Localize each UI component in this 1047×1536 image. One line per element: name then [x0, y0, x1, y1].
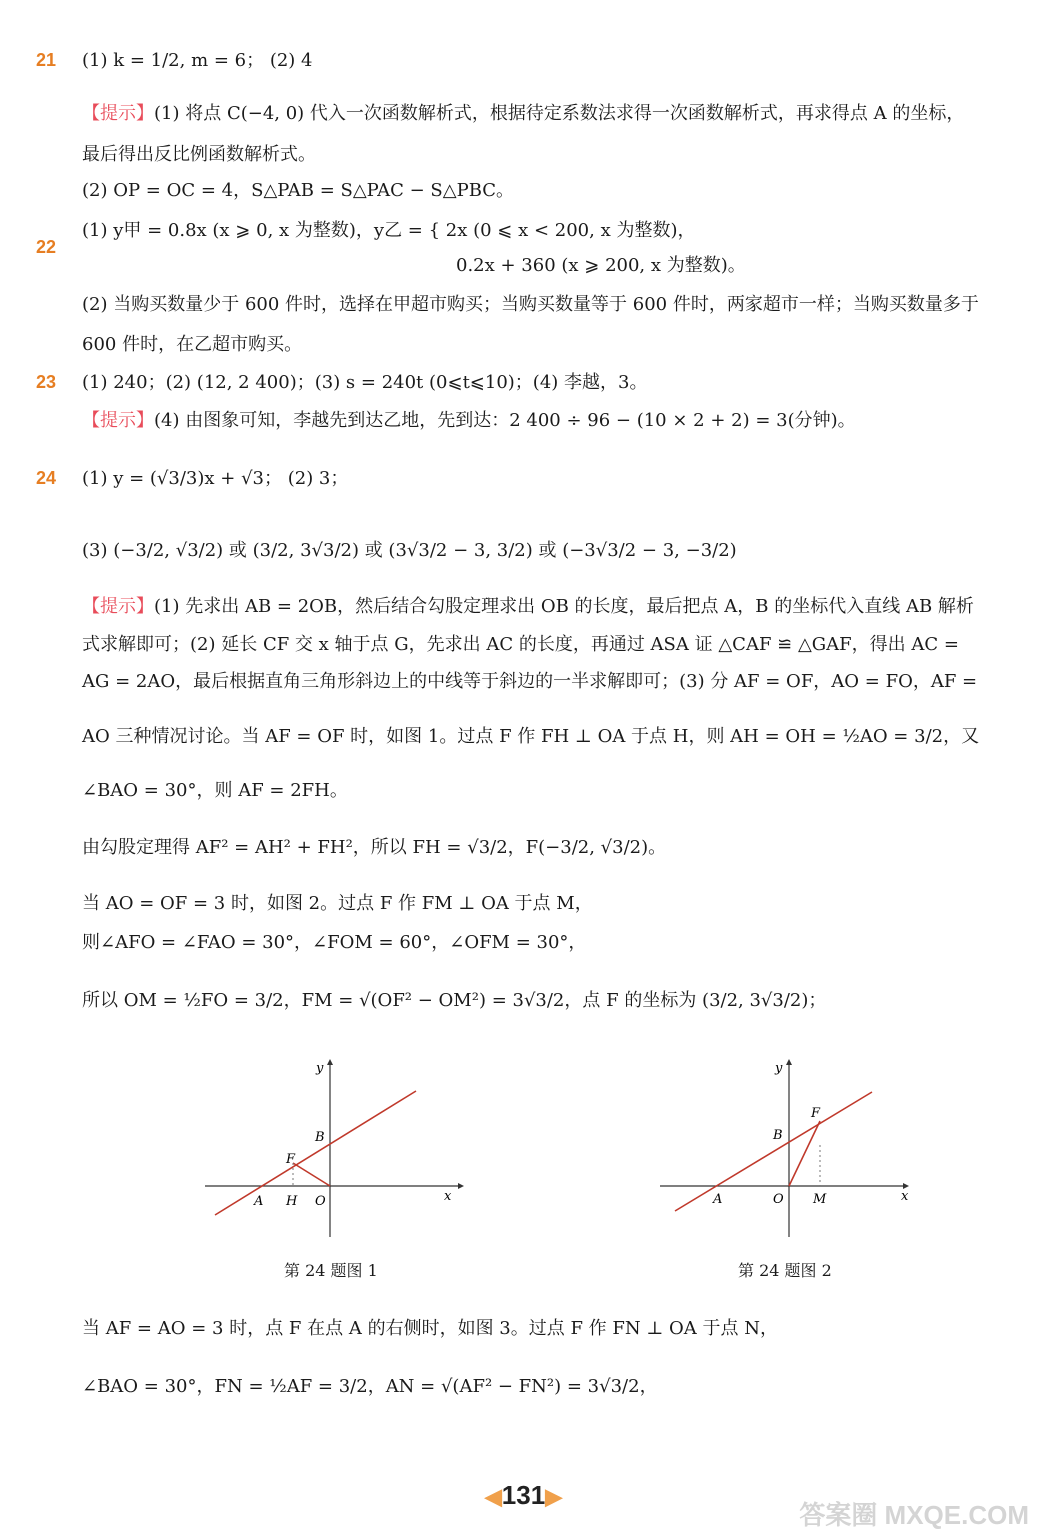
answer-line: (3) (−3/2, √3/2) 或 (3/2, 3√3/2) 或 (3√3/2 − 3, 3/2) 或 (−3√3/2 − 3, −3/2) [82, 540, 737, 561]
question-number: 21 [36, 50, 57, 70]
hint-line: 式求解即可；(2) 延长 CF 交 x 轴于点 G，先求出 AC 的长度，再通过 ASA 证 △CAF ≌ △GAF，得出 AC = [82, 634, 959, 655]
hint-line: 【提示】(1) 先求出 AB = 2OB，然后结合勾股定理求出 OB 的长度，最后把点 A，B 的坐标代入直线 AB 解析 [82, 596, 974, 617]
hint-label: 【提示】 [82, 596, 154, 617]
answer-line: (2) 当购买数量少于 600 件时，选择在甲超市购买；当购买数量等于 600 件时，两家超市一样；当购买数量多于 [82, 294, 979, 315]
axis-label-x: x [901, 1189, 909, 1204]
solution-line: 当 AO = OF = 3 时，如图 2。过点 F 作 FM ⊥ OA 于点 M， [82, 893, 593, 914]
answer-line: (1) 240；(2) (12, 2 400)；(3) s = 240t (0⩽t⩽10)；(4) 李越，3。 [82, 372, 648, 393]
figure-2 [655, 1055, 920, 1245]
point-label-M: M [813, 1192, 827, 1207]
solution-line: 所以 OM = ½FO = 3/2，FM = √(OF² − OM²) = 3√3/2，点 F 的坐标为 (3/2, 3√3/2)； [82, 990, 827, 1011]
solution-line: 则∠AFO = ∠FAO = 30°，∠FOM = 60°，∠OFM = 30°， [82, 932, 587, 953]
hint-line: 【提示】(1) 将点 C(−4, 0) 代入一次函数解析式，根据待定系数法求得一次函数解析式，再求得点 A 的坐标， [82, 103, 965, 124]
axis-label-y: y [775, 1061, 783, 1076]
right-arrow-icon: ▶ [545, 1484, 563, 1509]
point-label-A: A [254, 1194, 264, 1209]
axis-label-y: y [316, 1061, 324, 1076]
answer-line: (1) k = 1/2, m = 6； (2) 4 [82, 50, 313, 71]
axis-label-x: x [444, 1189, 452, 1204]
point-label-A: A [713, 1192, 723, 1207]
solution-line: ∠BAO = 30°，FN = ½AF = 3/2，AN = √(AF² − FN²) = 3√3/2， [82, 1376, 658, 1397]
figure-caption: 第 24 题图 2 [738, 1261, 832, 1280]
point-label-H: H [286, 1194, 298, 1209]
question-number: 22 [36, 237, 57, 257]
answer-line: (1) y甲 = 0.8x (x ⩾ 0, x 为整数)，y乙 = { 2x (0 ⩽ x < 200, x 为整数)， [82, 220, 696, 241]
point-label-B: B [773, 1128, 783, 1143]
answer-line: 600 件时，在乙超市购买。 [82, 334, 303, 355]
hint-line: AO 三种情况讨论。当 AF = OF 时，如图 1。过点 F 作 FH ⊥ OA 于点 H，则 AH = OH = ½AO = 3/2，又 [82, 726, 980, 747]
hint-line: 最后得出反比例函数解析式。 [82, 144, 316, 165]
answer-line: 0.2x + 360 (x ⩾ 200, x 为整数)。 [456, 255, 746, 276]
left-arrow-icon: ◀ [484, 1484, 502, 1509]
point-label-O: O [773, 1192, 784, 1207]
figure-caption: 第 24 题图 1 [284, 1261, 378, 1280]
hint-line: 【提示】(4) 由图象可知，李越先到达乙地，先到达：2 400 ÷ 96 − (10 × 2 + 2) = 3(分钟)。 [82, 410, 856, 431]
hint-label: 【提示】 [82, 103, 154, 124]
page-number: ◀131▶ [484, 1480, 563, 1510]
hint-line: AG = 2AO，最后根据直角三角形斜边上的中线等于斜边的一半求解即可；(3) 分 AF = OF，AO = FO，AF = [82, 671, 978, 692]
watermark: 答案圈 MXQE.COM [799, 1500, 1029, 1530]
hint-line: ∠BAO = 30°，则 AF = 2FH。 [82, 780, 348, 801]
hint-label: 【提示】 [82, 410, 154, 431]
question-number: 23 [36, 372, 57, 392]
question-number: 24 [36, 468, 57, 488]
solution-line: 由勾股定理得 AF² = AH² + FH²，所以 FH = √3/2，F(−3/2, √3/2)。 [82, 837, 667, 858]
figure-1 [200, 1055, 470, 1245]
point-label-F: F [811, 1106, 821, 1121]
hint-line: (2) OP = OC = 4，S△PAB = S△PAC − S△PBC。 [82, 180, 515, 201]
point-label-B: B [315, 1130, 325, 1145]
solution-line: 当 AF = AO = 3 时，点 F 在点 A 的右侧时，如图 3。过点 F 作 FN ⊥ OA 于点 N， [82, 1318, 778, 1339]
answer-line: (1) y = (√3/3)x + √3； (2) 3； [82, 468, 349, 489]
point-label-O: O [315, 1194, 326, 1209]
point-label-F: F [286, 1152, 296, 1167]
